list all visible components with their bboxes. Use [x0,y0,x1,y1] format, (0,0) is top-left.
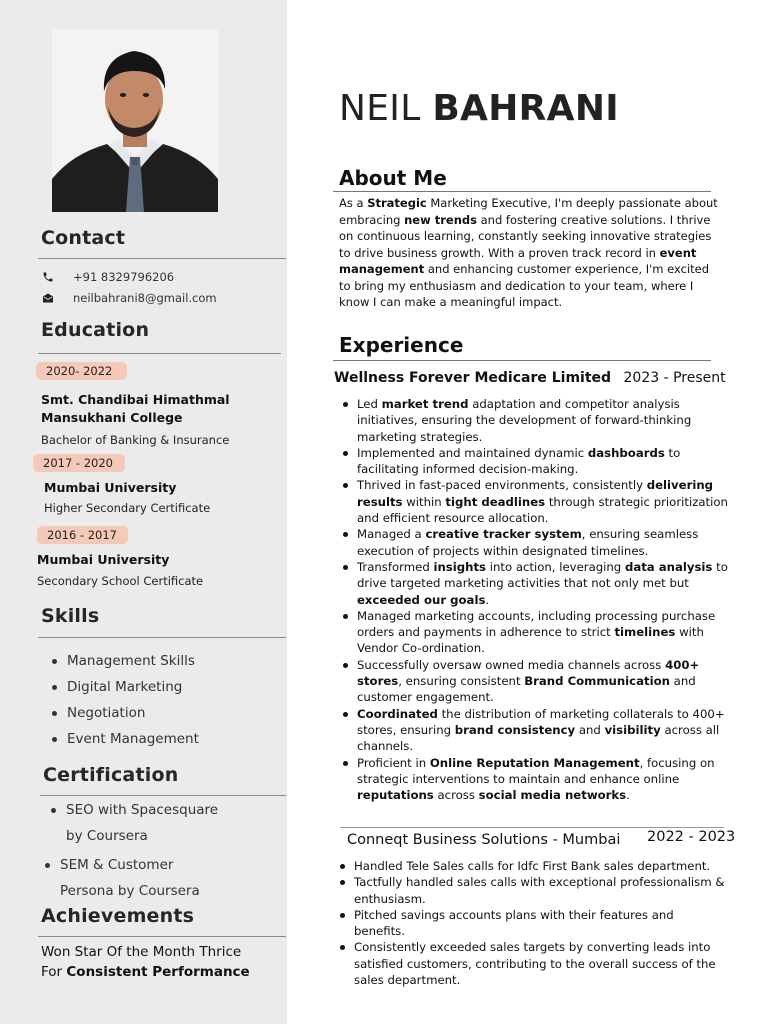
job-bullet-segment: Online Reputation Management [429,755,640,770]
job-bullet-segment: insights [433,559,486,574]
job-bullet-segment: Consistently exceeded sales targets by converting leads into satisfied customers, contributing to the overall success of the sales department. [354,940,716,988]
job-bullet-segment: to drive targeted marketing activities that not only met but [357,559,728,591]
job-period-1: 2023 - Present [623,370,726,386]
education-degree-3: Secondary School Certificate [37,574,204,588]
job-bullet-segment: adaptation and competitor analysis initiatives, ensuring the development of forward-thinking marketing strategies. [357,397,692,444]
job-bullet [357,526,729,559]
job-bullet-segment: dashboards [587,445,665,460]
job-bullet-segment: , ensuring consistent [398,674,525,689]
job-bullet [357,657,729,706]
contact-heading: Contact [41,227,126,249]
job-bullet-segment: Brand Communication [524,674,670,689]
job-bullet-segment: reputations [357,788,434,803]
about-heading: About Me [339,166,447,190]
job-bullet [354,907,726,940]
achievement-line2-bold: Consistent Performance [66,963,250,980]
education-divider [38,353,281,354]
job-bullet-segment: Successfully oversaw owned media channels across [357,657,666,672]
job-bullet-segment: exceeded our goals [357,592,486,607]
experience-heading: Experience [339,333,464,357]
first-name: NEIL [339,88,421,129]
certification-heading: Certification [43,764,179,786]
job-bullet-segment: brand consistency [454,722,576,737]
achievement-line1: Won Star Of the Month Thrice [41,944,242,960]
job-divider [340,827,724,828]
job-bullet-segment: delivering results [357,478,714,509]
phone-icon [41,270,55,284]
about-text-segment: and fostering creative solutions. I thrive on continuous learning, constantly seeking innovative strategies to drive business growth. With a proven track record in [339,212,712,260]
job-bullet-segment: Implemented and maintained dynamic [357,445,588,460]
achievement-line2-prefix: For [41,963,67,980]
job-bullet-segment: Tactfully handled sales calls with exceptional professionalism & enthusiasm. [354,875,725,906]
candidate-name [339,88,619,129]
job-bullet-segment: tight deadlines [445,494,546,509]
certification-item-1-line1: SEO with Spacesquare [66,802,219,818]
education-school-1-line2: Mansukhani College [41,410,183,425]
job-bullet [357,608,729,657]
education-degree-2: Higher Secondary Certificate [44,501,211,515]
job-bullet-segment: Managed marketing accounts, including processing purchase orders and payments in adherence to strict [357,608,716,640]
job-bullet-segment: within [402,494,446,509]
email-address: neilbahrani8@gmail.com [73,291,217,305]
achievement-text [41,943,281,982]
experience-divider [333,360,711,361]
skill-item: Management Skills [67,648,195,674]
job-bullets-1 [357,396,729,803]
job-bullet-segment: Handled Tele Sales calls for Idfc First Bank sales department. [354,859,711,873]
phone-number: +91 8329796206 [73,270,175,284]
contact-email[interactable] [41,291,217,305]
job-bullet-segment: across [433,788,479,803]
about-text-segment: new trends [404,212,477,227]
job-bullet [357,559,729,608]
job-bullet-segment: and customer engagement. [357,674,696,705]
skill-item: Negotiation [67,700,145,726]
job-bullet-segment: and [575,722,605,737]
job-bullet [357,445,729,478]
job-bullet-segment: , ensuring seamless execution of projects within designated timelines. [357,527,699,558]
job-bullet-segment: with Vendor Co-ordination. [357,625,704,656]
about-text-segment: Strategic [367,196,427,210]
skill-item: Digital Marketing [67,674,182,700]
achievement-line2 [41,963,281,983]
job-bullet-segment: Thrived in fast-paced environments, consistently [357,478,647,493]
job-bullet-segment: Led [357,397,382,411]
about-text [339,195,719,311]
education-degree-1: Bachelor of Banking & Insurance [41,433,230,447]
certification-item-2-line1: SEM & Customer [60,857,174,873]
job-bullet [354,874,726,907]
job-bullet [357,706,729,755]
job-bullet-segment: across all channels. [357,722,720,754]
about-text-segment: Marketing Executive, I'm deeply passionate about embracing [339,196,718,227]
education-years-3: 2016 - 2017 [37,526,128,544]
job-bullet [357,396,729,445]
about-text-segment: As a [339,196,368,210]
job-bullet-segment: Pitched savings accounts plans with their features and benefits. [354,907,674,939]
contact-phone[interactable] [41,270,174,284]
job-header-1 [334,370,726,386]
job-bullet [354,858,726,874]
job-period-2: 2022 - 2023 [647,829,736,845]
education-years-1: 2020- 2022 [36,362,127,380]
contact-divider [38,258,286,259]
job-company-1: Wellness Forever Medicare Limited [334,370,612,386]
job-bullet-segment: Transformed [357,559,434,574]
job-bullet-segment: the distribution of marketing collaterals to 400+ stores, ensuring [357,706,725,737]
job-bullet-segment: through strategic prioritization and efficient resource allocation. [357,494,728,526]
job-bullet [354,939,726,988]
education-school-3: Mumbai University [37,552,170,567]
job-bullet-segment: , focusing on strategic interventions to maintain and enhance online [357,755,715,786]
job-bullet-segment: social media networks [478,788,627,803]
job-bullet [357,755,729,804]
job-bullet-segment: to facilitating informed decision-making. [357,445,681,477]
education-heading: Education [41,319,150,341]
certification-item [66,797,218,849]
profile-photo [52,29,218,212]
job-bullet-segment: Proficient in [357,755,430,770]
email-icon [41,291,55,305]
job-bullet-segment: visibility [604,722,661,737]
certification-item-1-line2: by Coursera [66,828,148,844]
skill-item: Event Management [67,726,199,752]
job-bullet-segment: market trend [381,397,469,411]
job-bullet-segment: . [626,788,630,803]
certification-divider [40,795,286,796]
job-company-2: Conneqt Business Solutions - Mumbai [347,832,621,848]
job-bullet-segment: . [485,592,490,607]
education-school-1-line1: Smt. Chandibai Himathmal [41,392,230,407]
education-school-1 [41,391,230,427]
job-bullet-segment: 400+ stores [357,657,700,689]
achievements-heading: Achievements [41,905,195,927]
certification-item-2-line2: Persona by Coursera [60,883,200,899]
certification-item [60,852,200,904]
last-name: BAHRANI [432,88,619,129]
job-bullet-segment: data analysis [624,559,713,574]
job-bullet [357,477,729,526]
about-text-segment: event management [339,245,697,276]
job-bullet-segment: Coordinated [357,706,438,721]
job-bullet-segment: creative tracker system [425,527,582,542]
skills-divider [38,637,286,638]
job-bullet-segment: Managed a [357,527,426,542]
about-text-segment: and enhancing customer experience, I'm excited to bring my enthusiasm and dedication to your team, where I know I can make a meaningful impact. [339,262,710,309]
achievements-divider [38,936,286,937]
about-divider [333,191,711,192]
education-school-2: Mumbai University [44,480,177,495]
job-bullet-segment: into action, leveraging [486,559,625,574]
job-bullets-2 [354,858,726,988]
job-bullet-segment: timelines [614,625,676,640]
sidebar [0,0,287,1024]
education-years-2: 2017 - 2020 [33,454,125,472]
skills-heading: Skills [41,605,100,627]
